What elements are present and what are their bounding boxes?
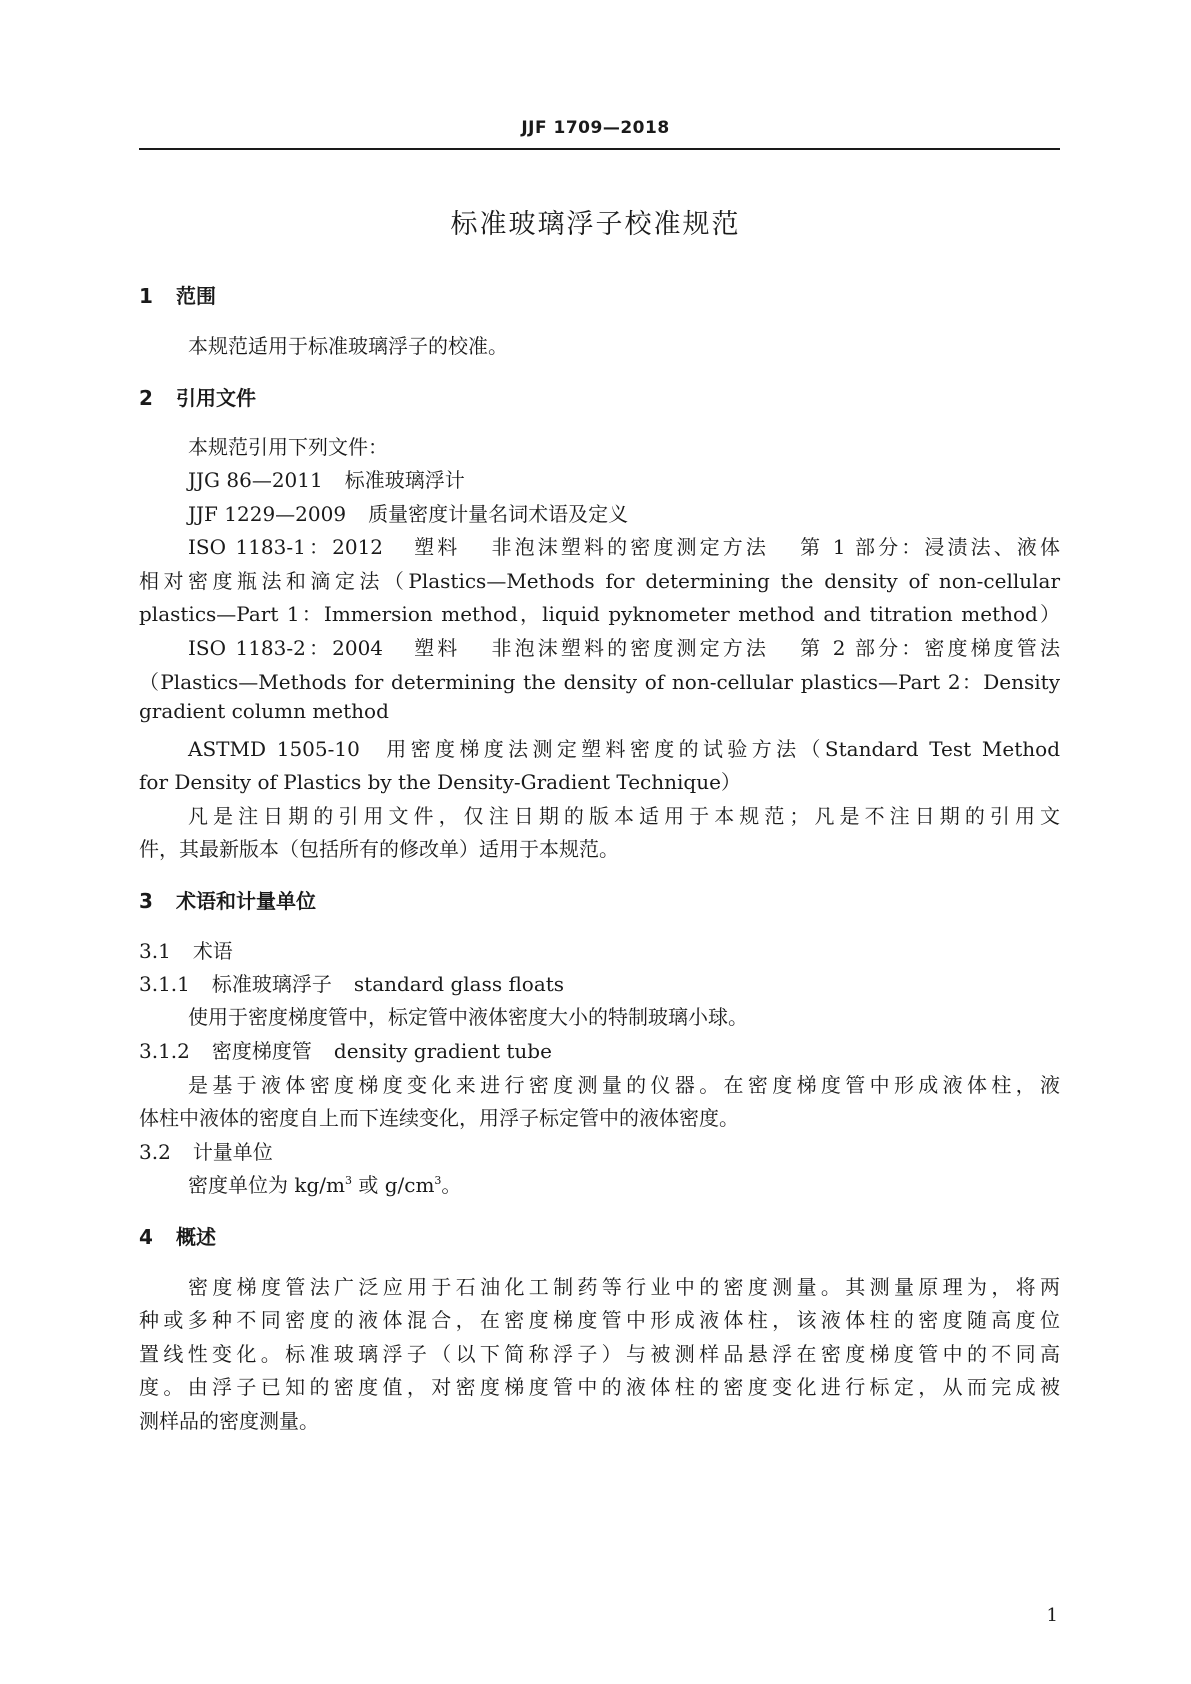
reference-part: 塑料: [411, 535, 461, 559]
unit-text: 或 g/cm: [351, 1173, 435, 1197]
section-title: 范围: [176, 284, 216, 308]
subsection-heading: [139, 935, 233, 964]
reference-part: 用密度梯度法测定塑料密度的试验方法（Standard Test Method: [381, 737, 1060, 761]
reference-item: [188, 733, 1060, 762]
section-number: 2: [139, 386, 153, 410]
reference-continuation: 相对密度瓶法和滴定法（Plastics—Methods for determining the density of non-cellular: [139, 569, 1060, 593]
reference-continuation: for Density of Plastics by the Density-Gradient Technique）: [139, 770, 741, 794]
term-definition: 是基于液体密度梯度变化来进行密度测量的仪器。在密度梯度管中形成液体柱，液: [188, 1073, 1060, 1097]
section-2-heading: [139, 382, 256, 411]
reference-code: ISO 1183-1：2012: [188, 535, 384, 559]
reference-continuation: gradient column method: [139, 699, 389, 723]
paragraph: 本规范引用下列文件：: [188, 435, 388, 459]
reference-item: [188, 531, 1060, 560]
standard-code-header: JJF 1709—2018: [521, 118, 670, 138]
term-definition: 体柱中液体的密度自上而下连续变化，用浮子标定管中的液体密度。: [139, 1106, 739, 1130]
superscript: 3: [344, 1174, 352, 1187]
page-number: 1: [1046, 1605, 1058, 1626]
section-1-heading: [139, 280, 216, 309]
term-definition: 使用于密度梯度管中，标定管中液体密度大小的特制玻璃小球。: [188, 1005, 748, 1029]
section-number: 3: [139, 889, 153, 913]
unit-paragraph: [188, 1169, 461, 1198]
term-heading: [139, 968, 564, 997]
paragraph: 测样品的密度测量。: [139, 1409, 319, 1433]
reference-code: JJG 86—2011: [188, 468, 323, 492]
reference-continuation: （Plastics—Methods for determining the density of non-cellular plastics—Part 2：Density: [139, 670, 1060, 694]
subsection-heading: [139, 1136, 273, 1165]
term-number: 3.1.2: [139, 1039, 190, 1063]
term-title: 密度梯度管: [211, 1039, 312, 1063]
subsection-title: 术语: [192, 939, 233, 963]
unit-text: 。: [441, 1173, 462, 1197]
reference-item: [188, 632, 1060, 661]
reference-code: JJF 1229—2009: [188, 502, 347, 526]
section-number: 1: [139, 284, 153, 308]
term-title: 标准玻璃浮子: [211, 972, 332, 996]
reference-title: 标准玻璃浮计: [344, 468, 465, 492]
paragraph: 种或多种不同密度的液体混合，在密度梯度管中形成液体柱，该液体柱的密度随高度位: [139, 1308, 1060, 1332]
term-english: density gradient tube: [333, 1039, 552, 1063]
subsection-title: 计量单位: [192, 1140, 273, 1164]
section-title: 引用文件: [176, 386, 256, 410]
section-title: 概述: [176, 1225, 216, 1249]
reference-item: [188, 464, 465, 493]
term-english: standard glass floats: [353, 972, 565, 996]
reference-code: ISO 1183-2：2004: [188, 636, 384, 660]
section-title: 术语和计量单位: [176, 889, 316, 913]
reference-part: 塑料: [411, 636, 461, 660]
section-4-heading: [139, 1221, 216, 1250]
reference-part: 非泡沫塑料的密度测定方法: [488, 636, 770, 660]
reference-code: ASTMD 1505-10: [188, 737, 360, 761]
section-number: 4: [139, 1225, 153, 1249]
paragraph: 度。由浮子已知的密度值，对密度梯度管中的液体柱的密度变化进行标定，从而完成被: [139, 1375, 1060, 1399]
section-3-heading: [139, 885, 316, 914]
paragraph: 本规范适用于标准玻璃浮子的校准。: [188, 334, 508, 358]
unit-text: 密度单位为 kg/m: [188, 1173, 345, 1197]
header-divider: [139, 148, 1060, 150]
paragraph: 置线性变化。标准玻璃浮子（以下简称浮子）与被测样品悬浮在密度梯度管中的不同高: [139, 1342, 1060, 1366]
paragraph: 凡是注日期的引用文件，仅注日期的版本适用于本规范；凡是不注日期的引用文: [188, 804, 1060, 828]
reference-item: [188, 498, 628, 527]
subsection-number: 3.2: [139, 1140, 171, 1164]
reference-continuation: plastics—Part 1：Immersion method，liquid pyknometer method and titration method）: [139, 602, 1060, 626]
reference-part: 第 1 部分：浸渍法、液体: [797, 535, 1060, 559]
subsection-number: 3.1: [139, 939, 171, 963]
term-heading: [139, 1035, 552, 1064]
paragraph: 密度梯度管法广泛应用于石油化工制药等行业中的密度测量。其测量原理为，将两: [188, 1275, 1060, 1299]
superscript: 3: [434, 1174, 442, 1187]
reference-part: 非泡沫塑料的密度测定方法: [488, 535, 770, 559]
reference-part: 第 2 部分：密度梯度管法: [797, 636, 1060, 660]
paragraph: 件，其最新版本（包括所有的修改单）适用于本规范。: [139, 837, 619, 861]
term-number: 3.1.1: [139, 972, 190, 996]
document-title: 标准玻璃浮子校准规范: [450, 209, 741, 240]
reference-title: 质量密度计量名词术语及定义: [368, 502, 629, 526]
